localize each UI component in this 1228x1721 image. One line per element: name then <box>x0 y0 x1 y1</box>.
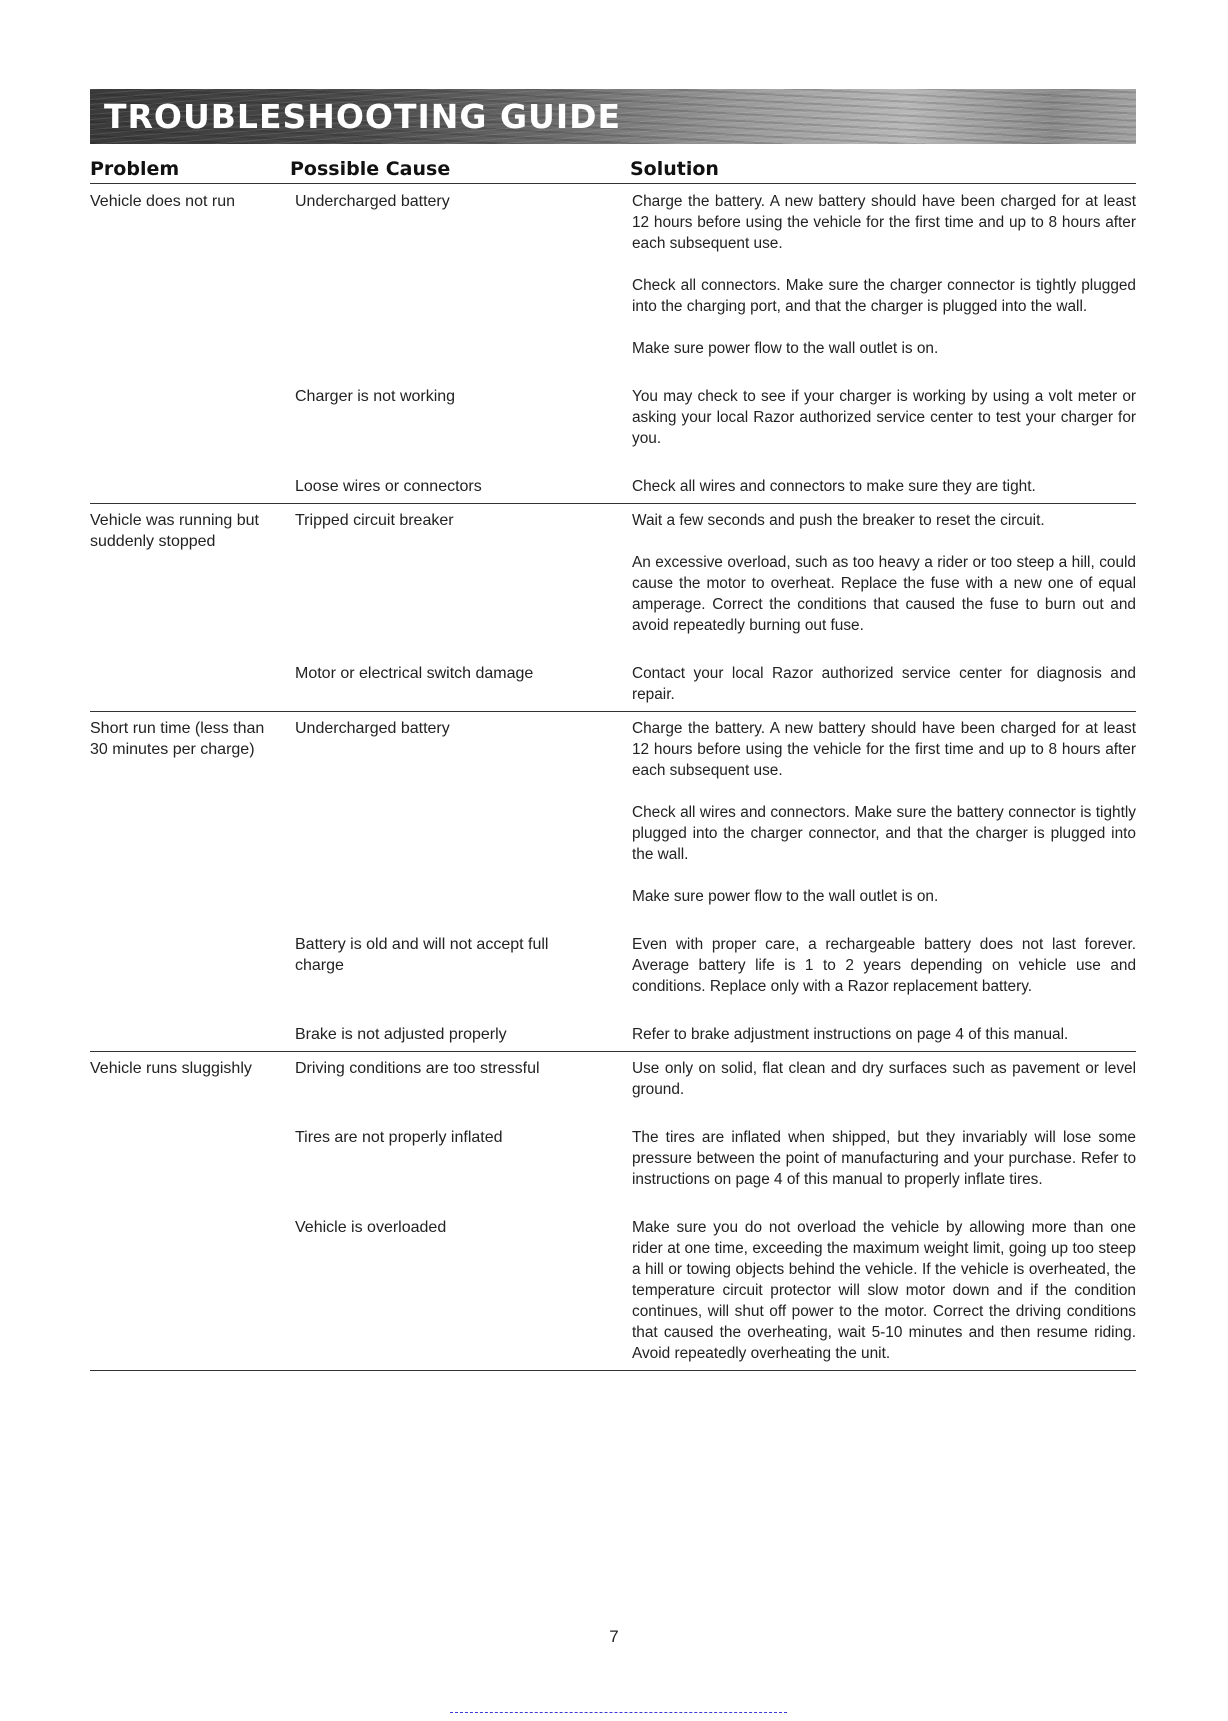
cause-text: Battery is old and will not accept full charge <box>295 936 549 974</box>
problem-text: Vehicle does not run <box>90 193 235 210</box>
solution-list <box>632 1058 1136 1100</box>
column-headers <box>90 157 1136 184</box>
solution-list <box>632 386 1136 449</box>
solution-text: Check all wires and connectors to make sure they are tight. <box>632 478 1036 495</box>
solution-text: Check all connectors. Make sure the charger connector is tightly plugged into the charging port, and that the charger is plugged into the wall. <box>632 277 1136 315</box>
column-header-solution: Solution <box>630 158 719 180</box>
cause-text: Driving conditions are too stressful <box>295 1060 540 1077</box>
cause-row <box>90 470 1136 497</box>
cause-row <box>90 504 1136 636</box>
solution-text: Make sure power flow to the wall outlet is on. <box>632 888 939 905</box>
cause-row <box>90 185 1136 359</box>
cause-text: Undercharged battery <box>295 720 450 737</box>
cause-row <box>90 1211 1136 1364</box>
cause-text: Vehicle is overloaded <box>295 1219 447 1236</box>
solution-list <box>632 1024 1136 1045</box>
cause-text: Undercharged battery <box>295 193 450 210</box>
solution-text: Use only on solid, flat clean and dry surfaces such as pavement or level ground. <box>632 1060 1136 1098</box>
solution-text: Charge the battery. A new battery should have been charged for at least 12 hours before using the vehicle for the first time and up to 8 hours after each subsequent use. <box>632 193 1136 252</box>
troubleshooting-table <box>90 185 1136 1371</box>
cause-row <box>90 928 1136 997</box>
solution-list <box>632 663 1136 705</box>
page-title: TROUBLESHOOTING GUIDE <box>104 97 622 136</box>
problem-group <box>90 1052 1136 1371</box>
cause-text: Brake is not adjusted properly <box>295 1026 507 1043</box>
bottom-divider <box>450 1712 787 1714</box>
cause-text: Loose wires or connectors <box>295 478 482 495</box>
solution-text: Refer to brake adjustment instructions on page 4 of this manual. <box>632 1026 1069 1043</box>
section-banner <box>90 89 1136 144</box>
cause-row <box>90 1018 1136 1045</box>
solution-list <box>632 718 1136 907</box>
cause-text: Motor or electrical switch damage <box>295 665 534 682</box>
cause-text: Tires are not properly inflated <box>295 1129 503 1146</box>
cause-row <box>90 657 1136 705</box>
cause-row <box>90 712 1136 907</box>
problem-group <box>90 712 1136 1052</box>
column-header-problem: Problem <box>90 158 180 180</box>
problem-text: Vehicle was running but suddenly stopped <box>90 512 259 550</box>
solution-text: Make sure you do not overload the vehicle by allowing more than one rider at one time, exceeding the maximum weight limit, going up too steep a hill or towing objects behind the vehicle. If the vehicle is overheated, the temperature circuit protector will slow motor down and if the condition continues, will shut off power to the motor. Correct the driving conditions that caused the overheating, wait 5-10 minutes and then resume riding. Avoid repeatedly overheating the unit. <box>632 1219 1136 1362</box>
solution-list <box>632 476 1136 497</box>
problem-text: Vehicle runs sluggishly <box>90 1060 252 1077</box>
solution-list <box>632 191 1136 359</box>
solution-text: The tires are inflated when shipped, but they invariably will lose some pressure between the point of manufacturing and your purchase. Refer to instructions on page 4 of this manual to properly inflate tires. <box>632 1129 1136 1188</box>
solution-text: Contact your local Razor authorized service center for diagnosis and repair. <box>632 665 1136 703</box>
cause-row <box>90 1052 1136 1100</box>
page-number: 7 <box>609 1627 619 1646</box>
solution-text: Even with proper care, a rechargeable battery does not last forever. Average battery life is 1 to 2 years depending on vehicle use and conditions. Replace only with a Razor replacement battery. <box>632 936 1136 995</box>
solution-text: Charge the battery. A new battery should have been charged for at least 12 hours before using the vehicle for the first time and up to 8 hours after each subsequent use. <box>632 720 1136 779</box>
solution-list <box>632 510 1136 636</box>
solution-text: Make sure power flow to the wall outlet is on. <box>632 340 939 357</box>
solution-list <box>632 1217 1136 1364</box>
solution-text: You may check to see if your charger is working by using a volt meter or asking your local Razor authorized service center to test your charger for you. <box>632 388 1136 447</box>
solution-text: An excessive overload, such as too heavy a rider or too steep a hill, could cause the motor to overheat. Replace the fuse with a new one of equal amperage. Correct the conditions that caused the fuse to burn out and avoid repeatedly burning out fuse. <box>632 554 1136 634</box>
solution-list <box>632 934 1136 997</box>
cause-text: Tripped circuit breaker <box>295 512 454 529</box>
problem-text: Short run time (less than 30 minutes per charge) <box>90 720 265 758</box>
cause-row <box>90 380 1136 449</box>
solution-text: Wait a few seconds and push the breaker to reset the circuit. <box>632 512 1045 529</box>
cause-row <box>90 1121 1136 1190</box>
solution-list <box>632 1127 1136 1190</box>
column-header-cause: Possible Cause <box>290 158 451 180</box>
cause-text: Charger is not working <box>295 388 456 405</box>
solution-text: Check all wires and connectors. Make sure the battery connector is tightly plugged into the charger connector, and that the charger is plugged into the wall. <box>632 804 1136 863</box>
problem-group <box>90 504 1136 712</box>
problem-group <box>90 185 1136 504</box>
